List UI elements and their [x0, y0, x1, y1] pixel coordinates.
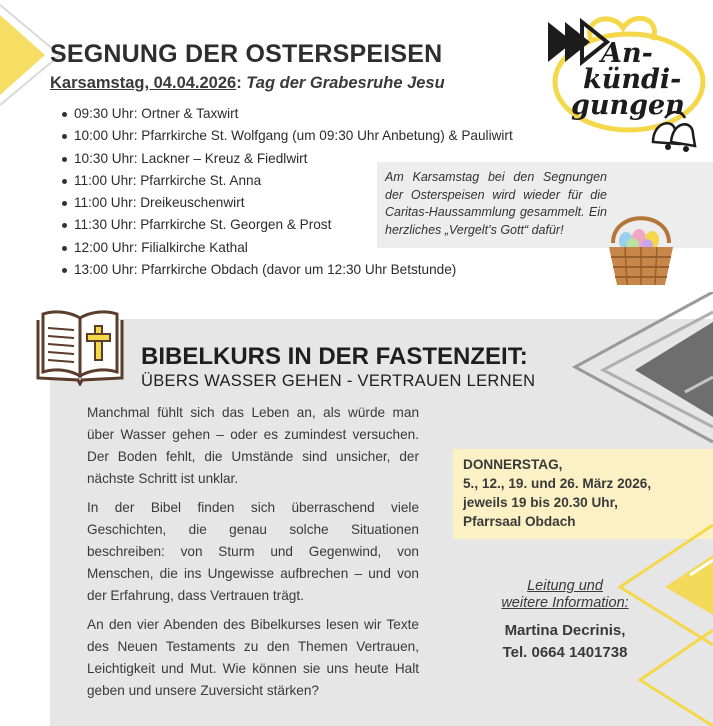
list-item: 13:00 Uhr: Pfarrkirche Obdach (davor um 12:30 Uhr Betstunde) [62, 259, 513, 281]
logo-line-3: gungen [571, 90, 685, 121]
paragraph: In der Bibel finden sich überraschend viele Geschichten, die genau solche Situationen beschreiben: von Sturm und Gegenwind, von Menschen, die ins Ungewisse aufbrechen – und von der Erfahrung, dass Vertrauen trägt. [87, 500, 419, 603]
bible-course-title: BIBELKURS IN DER FASTENZEIT: [141, 343, 528, 370]
contact-label-line: weitere Information: [501, 595, 629, 611]
event-day-name: Tag der Grabesruhe Jesu [241, 74, 445, 92]
list-item: 11:00 Uhr: Dreikeuschenwirt [62, 192, 513, 214]
list-item: 11:30 Uhr: Pfarrkirche St. Georgen & Prost [62, 214, 513, 236]
course-time: jeweils 19 bis 20.30 Uhr, [463, 495, 618, 510]
easter-basket-icon [601, 205, 681, 290]
course-weekday: DONNERSTAG, [463, 457, 563, 472]
list-item: 12:00 Uhr: Filialkirche Kathal [62, 237, 513, 259]
event-date-line [50, 74, 445, 93]
caritas-note-text: Am Karsamstag bei den Segnungen der Osterspeisen wird wieder für die Caritas-Haussammlung gesammelt. Ein herzliches „Vergelt’s Gott“ dafür! [385, 170, 607, 237]
logo-line-2: kündi- [583, 64, 682, 95]
list-item: 10:30 Uhr: Lackner – Kreuz & Fiedlwirt [62, 148, 513, 170]
paragraph: Manchmal fühlt sich das Leben an, als würde man über Wasser gehen – oder es zumindest versuchen. Der Boden fehlt, die Umstände sind unsicher, der nächste Schritt ist unklar. [87, 405, 419, 486]
list-item: 11:00 Uhr: Pfarrkirche St. Anna [62, 170, 513, 192]
contact-phone: Tel. 0664 1401738 [502, 644, 628, 661]
date-separator: : [236, 74, 242, 92]
announcement-logo-icon [543, 10, 708, 160]
event-date: Karsamstag, 04.04.2026 [50, 74, 237, 92]
bible-cross-icon [34, 306, 126, 386]
bible-course-description [87, 402, 419, 709]
course-location: Pfarrsaal Obdach [463, 514, 576, 529]
bible-course-subtitle: ÜBERS WASSER GEHEN - VERTRAUEN LERNEN [141, 372, 536, 390]
course-dates-list: 5., 12., 19. und 26. März 2026, [463, 476, 652, 491]
contact-label [470, 578, 660, 612]
paragraph: An den vier Abenden des Bibelkurses lesen wir Texte des Neuen Testaments zu den Themen Vertrauen, Leichtigkeit und Mut. Wie können sie uns heute Halt geben und unsere Zuversicht stärken? [87, 617, 419, 698]
contact-info [470, 578, 660, 665]
logo-line-1: An- [601, 38, 653, 69]
contact-label-line: Leitung und [527, 578, 603, 594]
list-item: 09:30 Uhr: Ortner & Taxwirt [62, 103, 513, 125]
list-item: 10:00 Uhr: Pfarrkirche St. Wolfgang (um 09:30 Uhr Anbetung) & Pauliwirt [62, 125, 513, 147]
page-title: SEGNUNG DER OSTERSPEISEN [50, 40, 443, 68]
contact-name: Martina Decrinis, [504, 622, 626, 639]
